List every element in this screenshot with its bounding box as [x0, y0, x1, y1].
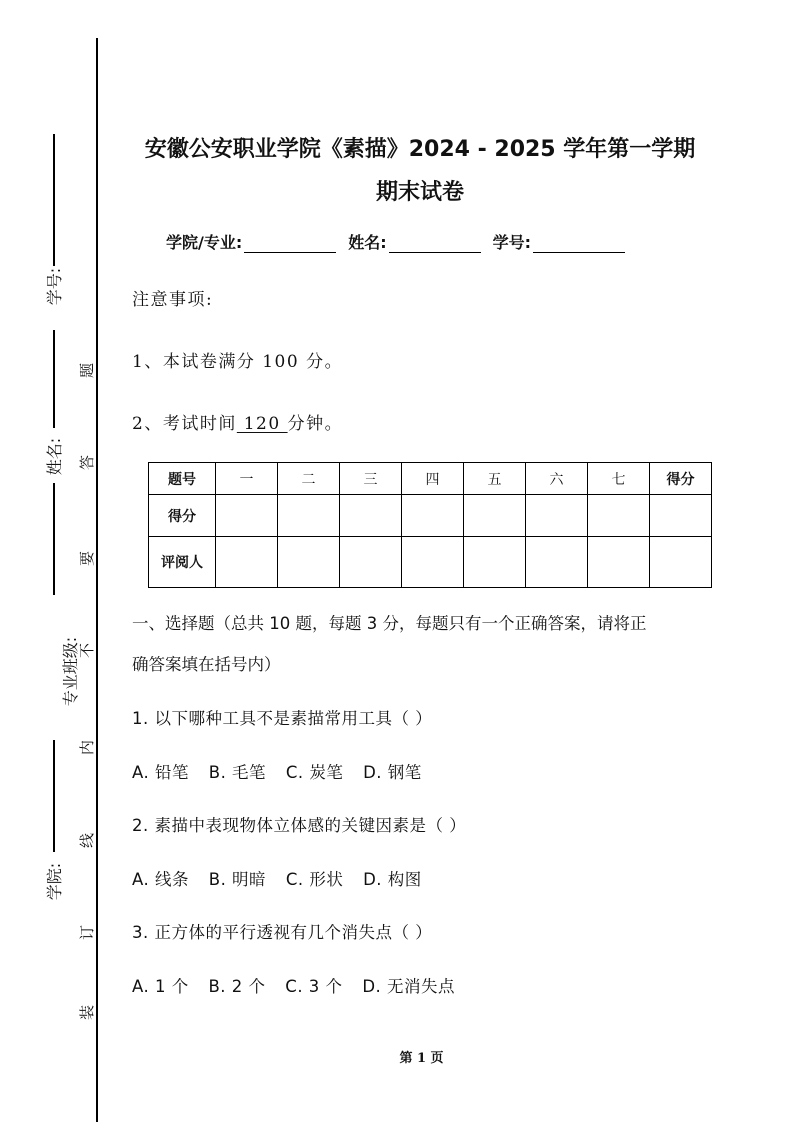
info-label: 姓名: [348, 233, 387, 252]
grader-cell[interactable] [588, 537, 650, 588]
table-header-row [149, 463, 712, 495]
section-instructions-cont: 确答案填在括号内） [132, 655, 281, 674]
option[interactable]: D. 无消失点 [362, 977, 456, 996]
student-info-row [166, 230, 637, 253]
seal-char: 要 [78, 550, 97, 567]
student-id-field[interactable] [533, 234, 625, 253]
score-cell[interactable] [278, 495, 340, 537]
option[interactable]: D. 钢笔 [363, 763, 422, 782]
option[interactable]: A. 1 个 [132, 977, 189, 996]
question-1: 1. 以下哪种工具不是素描常用工具（ ） [132, 709, 433, 728]
table-header-cell: 七 [588, 463, 650, 495]
name-field[interactable] [389, 234, 481, 253]
row-label: 评阅人 [149, 537, 216, 588]
question-3-options [132, 973, 469, 997]
binding-line [96, 38, 98, 1122]
table-header-cell: 三 [340, 463, 402, 495]
question-1-options [132, 759, 436, 783]
score-table [148, 462, 712, 588]
option[interactable]: D. 构图 [363, 870, 422, 889]
note-text: 分钟。 [287, 414, 344, 434]
note-text: 2、考试时间 [132, 414, 237, 434]
info-label: 学院/专业: [166, 233, 243, 252]
table-header-cell: 题号 [149, 463, 216, 495]
name-fill-line-lower [53, 483, 55, 595]
score-cell[interactable] [340, 495, 402, 537]
score-cell[interactable] [216, 495, 278, 537]
grader-cell[interactable] [650, 537, 712, 588]
grader-cell[interactable] [402, 537, 464, 588]
score-cell[interactable] [526, 495, 588, 537]
student-id-fill-line [53, 134, 55, 266]
question-2: 2. 素描中表现物体立体感的关键因素是（ ） [132, 816, 467, 835]
seal-char: 答 [78, 454, 97, 471]
option[interactable]: C. 3 个 [285, 977, 343, 996]
note-item-2 [132, 409, 343, 434]
exam-subtitle: 期末试卷 [375, 180, 464, 205]
seal-char: 内 [78, 739, 97, 756]
info-name [348, 230, 480, 253]
table-header-cell: 一 [216, 463, 278, 495]
page-number: 第 1 页 [399, 1051, 444, 1066]
seal-char: 不 [78, 642, 97, 659]
margin-label-student-id: 学号: [45, 267, 65, 306]
option[interactable]: B. 毛笔 [208, 763, 267, 782]
option[interactable]: A. 线条 [132, 870, 189, 889]
question-2-options [132, 866, 436, 890]
seal-char: 装 [78, 1004, 97, 1021]
option[interactable]: C. 炭笔 [285, 763, 344, 782]
grader-cell[interactable] [278, 537, 340, 588]
table-row [149, 495, 712, 537]
seal-char: 线 [78, 832, 97, 849]
grader-cell[interactable] [216, 537, 278, 588]
option[interactable]: A. 铅笔 [132, 763, 189, 782]
info-college-major [166, 230, 336, 253]
info-student-id [493, 230, 625, 253]
table-header-cell: 五 [464, 463, 526, 495]
margin-label-college: 学院: [45, 862, 65, 901]
row-label: 得分 [149, 495, 216, 537]
option[interactable]: B. 2 个 [208, 977, 266, 996]
score-cell[interactable] [588, 495, 650, 537]
score-cell[interactable] [464, 495, 526, 537]
college-major-field[interactable] [244, 234, 336, 253]
margin-label-class: 专业班级: [61, 636, 81, 707]
exam-duration: 120 [236, 414, 288, 434]
seal-char: 题 [78, 362, 97, 379]
table-header-cell: 得分 [650, 463, 712, 495]
question-3: 3. 正方体的平行透视有几个消失点（ ） [132, 923, 433, 942]
section-instructions: 一、选择题（总共 10 题，每题 3 分，每题只有一个正确答案，请将正 [132, 614, 647, 633]
table-row [149, 537, 712, 588]
option[interactable]: C. 形状 [285, 870, 344, 889]
class-fill-line [53, 740, 55, 852]
info-label: 学号: [492, 233, 532, 252]
margin-label-name: 姓名: [45, 437, 65, 476]
grader-cell[interactable] [526, 537, 588, 588]
note-item-1: 1、本试卷满分 100 分。 [132, 352, 344, 372]
score-cell[interactable] [650, 495, 712, 537]
grader-cell[interactable] [464, 537, 526, 588]
exam-title: 安徽公安职业学院《素描》2024 - 2025 学年第一学期 [144, 137, 696, 162]
seal-char: 订 [78, 924, 97, 941]
table-header-cell: 四 [402, 463, 464, 495]
grader-cell[interactable] [340, 537, 402, 588]
table-header-cell: 六 [526, 463, 588, 495]
table-header-cell: 二 [278, 463, 340, 495]
score-cell[interactable] [402, 495, 464, 537]
option[interactable]: B. 明暗 [208, 870, 267, 889]
notes-heading: 注意事项: [132, 290, 214, 310]
name-fill-line [53, 330, 55, 428]
